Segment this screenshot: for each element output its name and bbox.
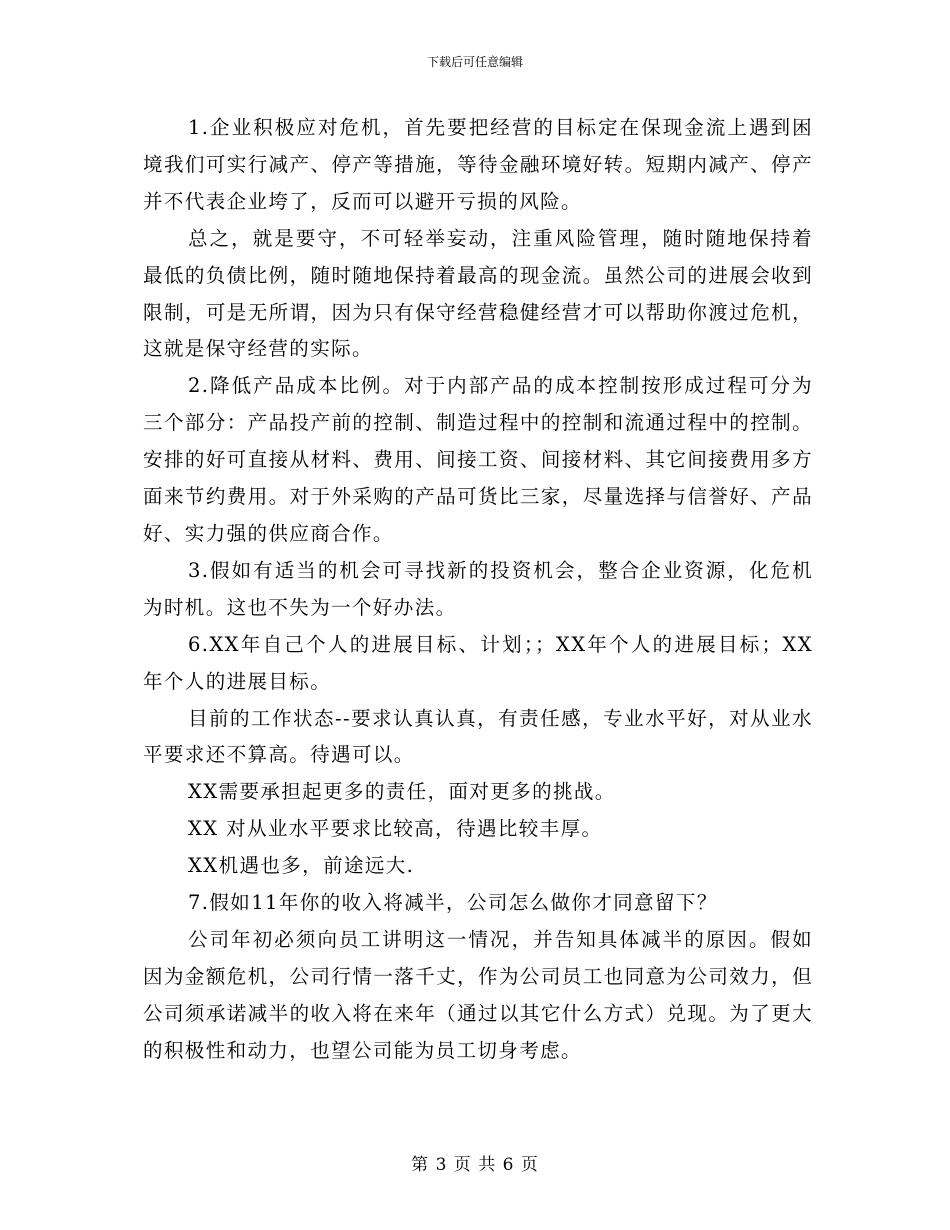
paragraph-5: 6.XX年自己个人的进展目标、计划；；XX年个人的进展目标；XX年个人的进展目标。 (143, 632, 813, 693)
page-number-footer: 第 3 页 共 6 页 (411, 1155, 539, 1175)
paragraph-4: 3.假如有适当的机会可寻找新的投资机会，整合企业资源，化危机为时机。这也不失为一个好办法。 (143, 558, 813, 619)
paragraph-10: 7.假如11年你的收入将减半，公司怎么做你才同意留下？ (188, 891, 718, 915)
paragraph-7: XX需要承担起更多的责任，面对更多的挑战。 (188, 780, 616, 804)
paragraph-11: 公司年初必须向员工讲明这一情况，并告知具体减半的原因。假如因为金额危机，公司行情一落千丈，作为公司员工也同意为公司效力，但公司须承诺减半的收入将在来年（通过以其它什么方式）兑现。为了更大的积极性和动力，也望公司能为员工切身考虑。 (143, 927, 813, 1062)
paragraph-8: XX 对从业水平要求比较高，待遇比较丰厚。 (188, 817, 603, 841)
paragraph-1: 1.企业积极应对危机，首先要把经营的目标定在保现金流上遇到困境我们可实行减产、停产等措施，等待金融环境好转。短期内减产、停产并不代表企业垮了，反而可以避开亏损的风险。 (143, 116, 813, 213)
paragraph-9: XX机遇也多，前途远大. (188, 854, 415, 878)
paragraph-6: 目前的工作状态--要求认真认真，有责任感，专业水平好，对从业水平要求还不算高。待遇可以。 (143, 706, 813, 767)
paragraph-3: 2.降低产品成本比例。对于内部产品的成本控制按形成过程可分为三个部分：产品投产前的控制、制造过程中的控制和流通过程中的控制。安排的好可直接从材料、费用、间接工资、间接材料、其它间接费用多方面来节约费用。对于外采购的产品可货比三家，尽量选择与信誉好、产品好、实力强的供应商合作。 (143, 374, 813, 545)
paragraph-2: 总之，就是要守，不可轻举妄动，注重风险管理，随时随地保持着最低的负债比例，随时随地保持着最高的现金流。虽然公司的进展会收到限制，可是无所谓，因为只有保守经营稳健经营才可以帮助你渡过危机，这就是保守经营的实际。 (143, 226, 813, 361)
document-body (143, 110, 813, 1070)
page-header: 下载后可任意编辑 (426, 55, 523, 69)
